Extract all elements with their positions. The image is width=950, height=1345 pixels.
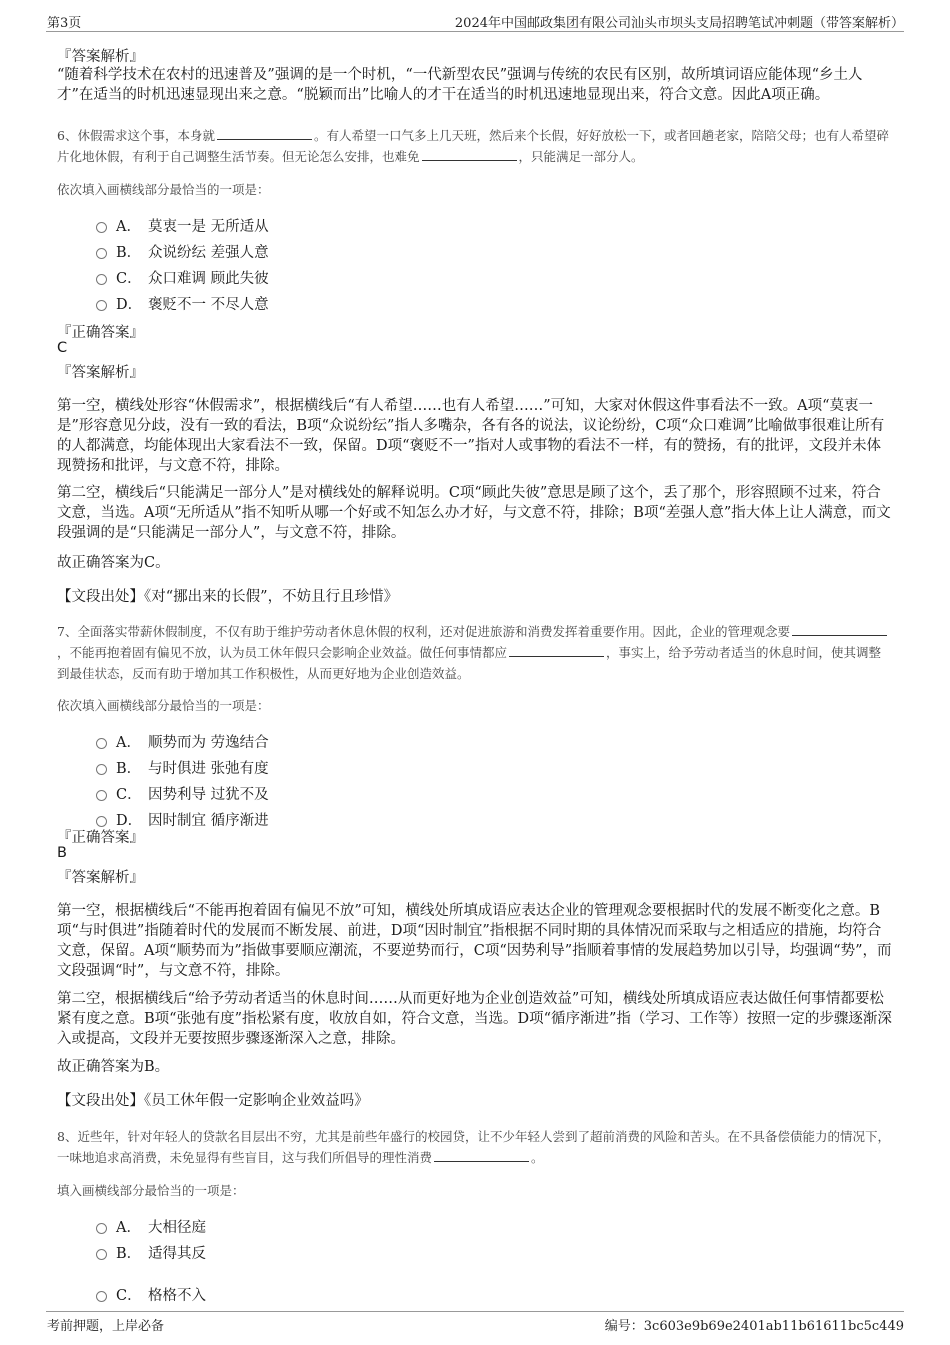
q7-stem-part1: 7、全面落实带薪休假制度，不仅有助于维护劳动者休息休假的权利，还对促进旅游和消费发挥着重要作用。因此，企业的管理观念要	[57, 624, 790, 639]
q6-source: 【文段出处】《对“挪出来的长假”，不妨且行且珍惜》	[57, 589, 399, 605]
footer-slogan: 考前押题，上岸必备	[47, 1319, 165, 1334]
q6-option-a[interactable]: A． 莫衷一是 无所适从	[96, 215, 269, 235]
q7-option-b[interactable]: B． 与时俱进 张弛有度	[96, 757, 269, 777]
page-number: 第3页	[47, 16, 82, 31]
q6-stem	[57, 125, 892, 167]
document-title: 2024年中国邮政集团有限公司汕头市坝头支局招聘笔试冲刺题（带答案解析）	[454, 16, 904, 31]
q7-option-a[interactable]: A． 顺势而为 劳逸结合	[96, 731, 269, 751]
q7-blank-2	[509, 644, 604, 657]
radio-icon[interactable]	[96, 1223, 107, 1234]
footer-divider	[46, 1311, 904, 1312]
q5-analysis-text: “随着科学技术在农村的迅速普及”强调的是一个时机，“一代新型农民”强调与传统的农民有区别，故所填词语应能体现“乡土人才”在适当的时机迅速显现出来之意。“脱颖而出”比喻人的才干在适当的时机迅速地显现出来，符合文意。因此A项正确。	[57, 67, 863, 103]
radio-icon[interactable]	[96, 738, 107, 749]
q6-stem-part1: 6、休假需求这个事，本身就	[57, 128, 215, 143]
q7-stem	[57, 621, 892, 684]
q8-option-c[interactable]: C． 格格不入	[96, 1284, 206, 1304]
q7-stem-part2: ，不能再抱着固有偏见不放，认为员工休年假只会影响企业效益。做任何事情都应	[57, 645, 508, 660]
q6-conclusion: 故正确答案为C。	[57, 555, 170, 571]
q8-blank-1	[434, 1149, 529, 1162]
correct-answer-heading: 『正确答案』	[57, 830, 144, 846]
q8-prompt: 填入画横线部分最恰当的一项是：	[57, 1183, 245, 1198]
radio-icon[interactable]	[96, 1291, 107, 1302]
radio-icon[interactable]	[96, 274, 107, 285]
q6-option-d[interactable]: D． 褒贬不一 不尽人意	[96, 293, 269, 313]
correct-answer-heading: 『正确答案』	[57, 325, 144, 341]
q7-analysis-1: 第一空，根据横线后“不能再抱着固有偏见不放”可知，横线处所填成语应表达企业的管理观念要根据时代的发展不断变化之意。B项“与时俱进”指随着时代的发展而不断发展、前进，D项“因时制宜”指根据不同时期的具体情况而采取与之相适应的措施，均符合文意，保留。A项“顺势而为”指做事要顺应潮流，不要逆势而行，C项“因势利导”指顺着事情的发展趋势加以引导，均强调“势”，而文段强调“时”，与文意不符，排除。	[57, 903, 892, 979]
radio-icon[interactable]	[96, 222, 107, 233]
radio-icon[interactable]	[96, 1249, 107, 1260]
q7-prompt: 依次填入画横线部分最恰当的一项是：	[57, 698, 270, 713]
q7-option-d[interactable]: D． 因时制宜 循序渐进	[96, 809, 269, 829]
q6-option-c[interactable]: C． 众口难调 顾此失彼	[96, 267, 269, 287]
radio-icon[interactable]	[96, 300, 107, 311]
q6-analysis-1: 第一空，横线处形容“休假需求”，根据横线后“有人希望……也有人希望……”可知，大家对休假这件事看法不一致。A项“莫衷一是”形容意见分歧，没有一致的看法，B项“众说纷纭”指人多嘴杂，各有各的说法，议论纷纷，C项“众口难调”比喻做事很难让所有的人都满意，均能体现出大家看法不一致，保留。D项“褒贬不一”指对人或事物的看法不一样，有的赞扬，有的批评，文段并未体现赞扬和批评，与文意不符，排除。	[57, 398, 885, 474]
q6-stem-part3: ，只能满足一部分人。	[518, 149, 644, 164]
q6-blank-2	[422, 148, 517, 161]
analysis-heading: 『答案解析』	[57, 365, 144, 381]
radio-icon[interactable]	[96, 790, 107, 801]
q8-stem-part1: 8、近些年，针对年轻人的贷款名目层出不穷，尤其是前些年盛行的校园贷，让不少年轻人尝到了超前消费的风险和苦头。在不具备偿债能力的情况下，一味地追求高消费，未免显得有些盲目，这与我们所倡导的理性消费	[57, 1129, 890, 1165]
q8-option-b[interactable]: B． 适得其反	[96, 1242, 206, 1262]
header-divider	[46, 31, 904, 32]
q6-answer: C	[57, 340, 68, 356]
q6-prompt: 依次填入画横线部分最恰当的一项是：	[57, 182, 270, 197]
q7-conclusion: 故正确答案为B。	[57, 1059, 170, 1075]
q6-blank-1	[217, 127, 312, 140]
q6-option-b[interactable]: B． 众说纷纭 差强人意	[96, 241, 269, 261]
q8-stem	[57, 1126, 892, 1168]
q8-option-a[interactable]: A． 大相径庭	[96, 1216, 206, 1236]
radio-icon[interactable]	[96, 764, 107, 775]
q8-stem-part2: 。	[531, 1150, 544, 1165]
q6-stem-part2: 。有人希望一口气多上几天班，然后来个长假，好好放松一下，或者回趟老家，陪陪父母；也有人希望碎片化地休假，有利于自己调整生活节奏。但无论怎么安排，也难免	[57, 128, 889, 164]
q7-option-c[interactable]: C． 因势利导 过犹不及	[96, 783, 269, 803]
q7-analysis-2: 第二空，根据横线后“给予劳动者适当的休息时间……从而更好地为企业创造效益”可知，横线处所填成语应表达做任何事情都要松紧有度之意。B项“张弛有度”指松紧有度，收放自如，符合文意，当选。D项“循序渐进”指（学习、工作等）按照一定的步骤逐渐深入或提高，文段并无要按照步骤逐渐深入之意，排除。	[57, 991, 892, 1047]
q7-answer: B	[57, 845, 67, 861]
q7-source-title: 《员工休年假一定影响企业效益吗》	[144, 1093, 369, 1109]
q7-stem-part3: ，事实上，给予劳动者适当的休息时间，使其调整到最佳状态，反而有助于增加其工作积极性，从而更好地为企业创造效益。	[57, 645, 882, 681]
analysis-heading: 『答案解析』	[57, 870, 144, 886]
radio-icon[interactable]	[96, 248, 107, 259]
q6-source-title: 《对“挪出来的长假”，不妨且行且珍惜》	[144, 589, 399, 605]
document-id: 编号：3c603e9b69e2401ab11b61611bc5c449	[604, 1319, 904, 1334]
q6-analysis-2: 第二空，横线后“只能满足一部分人”是对横线处的解释说明。C项“顾此失彼”意思是顾了这个，丢了那个，形容照顾不过来，符合文意，当选。A项“无所适从”指不知听从哪一个好或不知怎么办才好，与文意不符，排除；B项“差强人意”指大体上让人满意，而文段强调的是“只能满足一部分人”，与文意不符，排除。	[57, 485, 891, 541]
analysis-heading: 『答案解析』	[57, 49, 144, 65]
q7-source: 【文段出处】《员工休年假一定影响企业效益吗》	[57, 1093, 369, 1109]
q7-blank-1	[792, 623, 887, 636]
